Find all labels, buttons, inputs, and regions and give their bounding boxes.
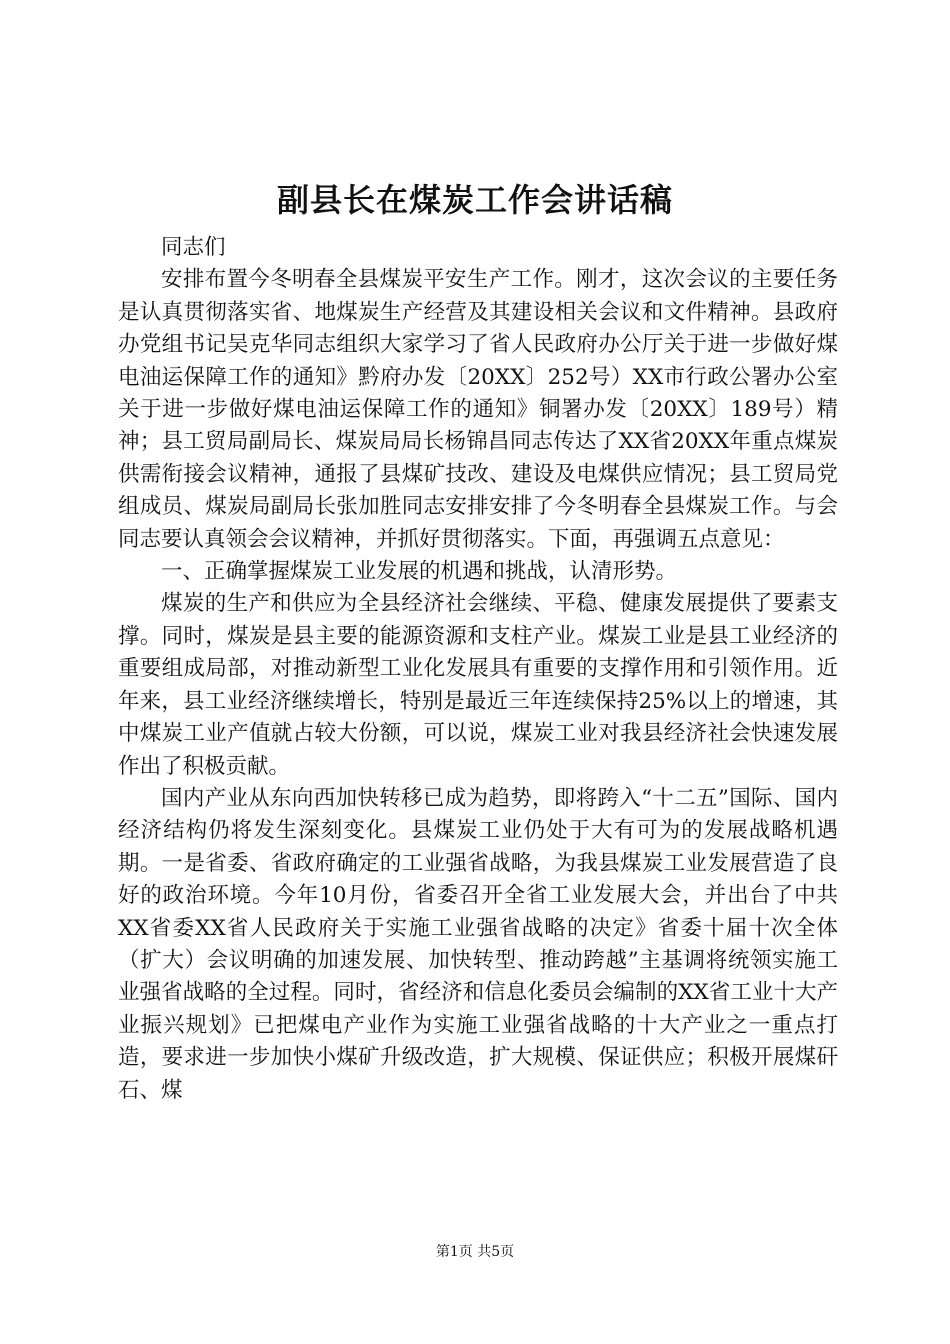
body-paragraph: 安排布置今冬明春全县煤炭平安生产工作。刚才，这次会议的主要任务是认真贯彻落实省、地煤炭生产经营及其建设相关会议和文件精神。县政府办党组书记吴克华同志组织大家学习了省人民政府办公厅关于进一步做好煤电油运保障工作的通知》黔府办发〔20XX〕252号）XX市行政公署办公室关于进一步做好煤电油运保障工作的通知》铜署办发〔20XX〕189号）精神；县工贸局副局长、煤炭局局长杨锦昌同志传达了XX省20XX年重点煤炭供需衔接会议精神，通报了县煤矿技改、建设及电煤供应情况；县工贸局党组成员、煤炭局副局长张加胜同志安排安排了今冬明春全县煤炭工作。与会同志要认真领会会议精神，并抓好贯彻落实。下面，再强调五点意见： xyxy=(118,267,838,552)
document-body xyxy=(118,232,838,1107)
page-number-footer: 第1页 共5页 xyxy=(435,1244,515,1260)
body-paragraph: 国内产业从东向西加快转移已成为趋势，即将跨入“十二五”国际、国内经济结构仍将发生深刻变化。县煤炭工业仍处于大有可为的发展战略机遇期。一是省委、省政府确定的工业强省战略，为我县煤炭工业发展营造了良好的政治环境。今年10月份，省委召开全省工业发展大会，并出台了中共XX省委XX省人民政府关于实施工业强省战略的决定》省委十届十次全体（扩大）会议明确的加速发展、加快转型、推动跨越”主基调将统领实施工业强省战略的全过程。同时，省经济和信息化委员会编制的XX省工业十大产业振兴规划》已把煤电产业作为实施工业强省战略的十大产业之一重点打造，要求进一步加快小煤矿升级改造，扩大规模、保证供应；积极开展煤矸石、煤 xyxy=(118,785,838,1103)
body-paragraph: 煤炭的生产和供应为全县经济社会继续、平稳、健康发展提供了要素支撑。同时，煤炭是县主要的能源资源和支柱产业。煤炭工业是县工业经济的重要组成局部，对推动新型工业化发展具有重要的支撑作用和引领作用。近年来，县工业经济继续增长，特别是最近三年连续保持25%以上的增速，其中煤炭工业产值就占较大份额，可以说，煤炭工业对我县经济社会快速发展作出了积极贡献。 xyxy=(118,591,838,779)
section-heading: 一、正确掌握煤炭工业发展的机遇和挑战，认清形势。 xyxy=(161,559,678,585)
salutation-paragraph: 同志们 xyxy=(161,235,226,260)
document-title: 副县长在煤炭工作会讲话稿 xyxy=(276,181,673,219)
